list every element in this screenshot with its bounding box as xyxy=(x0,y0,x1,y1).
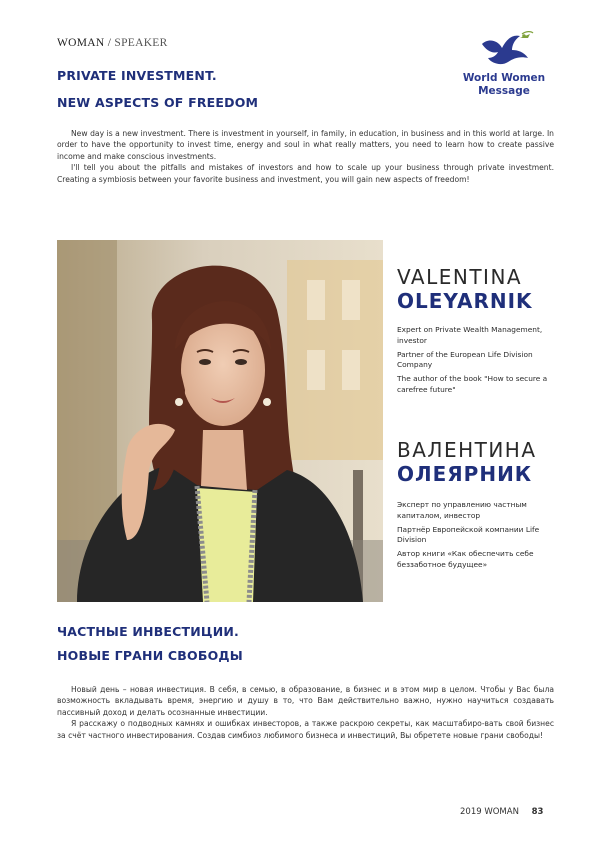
russian-paragraph-2: Я расскажу о подводных камнях и ошибках инвесторов, а также раскрою секреты, как масштабиро-вать свой бизнес за счёт частного инвестирования. Создав симбиоз любимого бизнеса и инвестиций, Вы обретете новые грани свободы! xyxy=(57,719,554,740)
bio-item: Автор книги «Как обеспечить себе беззаботное будущее» xyxy=(397,549,534,569)
bio-item: Partner of the European Life Division Company xyxy=(397,349,533,370)
speaker-portrait-illustration xyxy=(57,240,383,602)
russian-title-line-2: НОВЫЕ ГРАНИ СВОБОДЫ xyxy=(57,648,243,663)
bio-item: Эксперт по управлению частным капиталом, инвестор xyxy=(397,500,527,520)
english-title-line-2: NEW ASPECTS OF FREEDOM xyxy=(57,95,259,110)
dove-icon xyxy=(478,30,534,70)
english-paragraph-1: New day is a new investment. There is investment in yourself, in family, in education, in business and in this world at large. In order to have the opportunity to invest time, energy and soul in what really matters, you need to learn how to create passive income and make conscious investments. xyxy=(57,129,554,161)
speaker-first-name-en: VALENTINA xyxy=(397,265,523,289)
speaker-last-name-en: OLEYARNIK xyxy=(397,289,533,313)
russian-title-line-1: ЧАСТНЫЕ ИНВЕСТИЦИИ. xyxy=(57,624,239,639)
logo-line-1: World Women xyxy=(462,72,546,84)
speaker-bio-en xyxy=(397,325,557,399)
bio-item: Партнёр Европейской компании Life Division xyxy=(397,524,540,545)
page-number: 83 xyxy=(531,807,544,817)
speaker-photo xyxy=(57,240,383,602)
russian-paragraph-1: Новый день – новая инвестиция. В себя, в семью, в образование, в бизнес и в этом мир в целом. Чтобы у Вас была возможность вкладывать время, энергию и душу в то, что Вам действительно важно, нужно научиться создавать пассивный доход и делать осознанные инвестиции. xyxy=(57,685,554,717)
speaker-first-name-ru: ВАЛЕНТИНА xyxy=(397,438,537,462)
speaker-last-name-ru: ОЛЕЯРНИК xyxy=(397,462,533,486)
section-name: WOMAN xyxy=(57,37,105,49)
section-separator: / xyxy=(107,37,112,49)
english-title-line-1: PRIVATE INVESTMENT. xyxy=(57,68,217,83)
russian-body xyxy=(57,684,554,741)
world-women-message-logo xyxy=(456,30,552,102)
page-footer xyxy=(460,807,543,817)
issue-label: 2019 WOMAN xyxy=(460,807,519,817)
english-paragraph-2: I'll tell you about the pitfalls and mistakes of investors and how to scale up your business through private investment. Creating a symbiosis between your favorite business and investment, you will gain new aspects of freedom! xyxy=(57,163,554,184)
section-label xyxy=(57,37,168,49)
bio-item: The author of the book "How to secure a carefree future" xyxy=(397,374,548,394)
subsection-name: SPEAKER xyxy=(114,37,168,49)
logo-line-2: Message xyxy=(478,85,530,97)
english-body xyxy=(57,128,554,185)
speaker-bio-ru xyxy=(397,500,557,574)
bio-item: Expert on Private Wealth Management, investor xyxy=(397,325,543,345)
